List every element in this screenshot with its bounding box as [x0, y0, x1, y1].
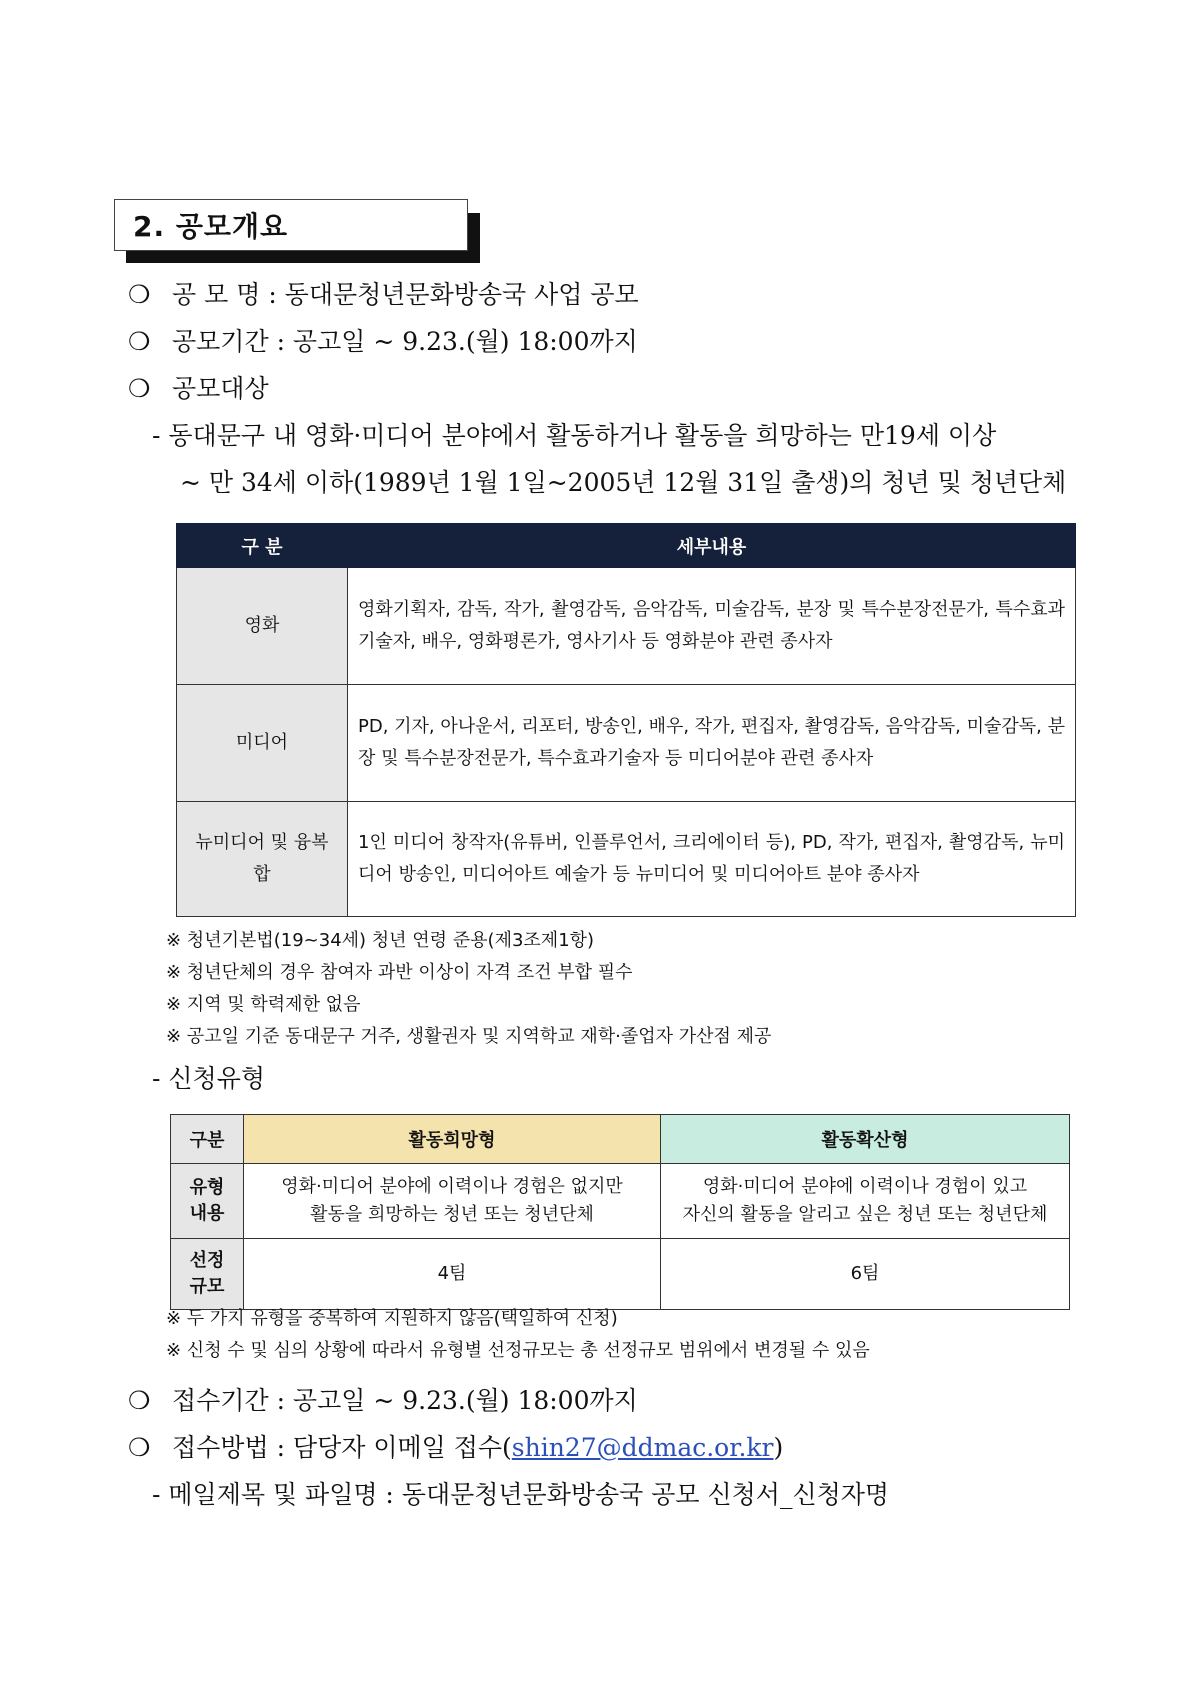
submission-period-label: 접수기간 — [172, 1386, 269, 1415]
type-table-header-category: 구분 — [171, 1115, 244, 1164]
contest-target-label: 공모대상 — [172, 374, 269, 403]
submission-method-label: 접수방법 — [172, 1433, 269, 1462]
table-row — [171, 1239, 1070, 1310]
submission-method-line — [128, 1431, 783, 1465]
note-region: ※ 지역 및 학력제한 없음 — [166, 994, 361, 1015]
hope-type-line: 활동을 희망하는 청년 또는 청년단체 — [310, 1204, 594, 1225]
note-age: ※ 청년기본법(19~34세) 청년 연령 준용(제3조제1항) — [166, 930, 595, 951]
section-title: 2. 공모개요 — [114, 199, 468, 251]
target-description-1: - 동대문구 내 영화·미디어 분야에서 활동하거나 활동을 희망하는 만19세 이상 — [152, 421, 997, 450]
email-link[interactable]: shin27@ddmac.or.kr — [511, 1433, 774, 1462]
table-row — [177, 568, 1076, 685]
contest-period-line — [128, 325, 638, 359]
circle-bullet-icon: ❍ — [128, 1386, 151, 1415]
type-table-header-spread: 활동확산형 — [661, 1115, 1070, 1164]
scale-row-label-line: 규모 — [189, 1276, 225, 1297]
hope-type-description — [244, 1164, 661, 1239]
circle-bullet-icon: ❍ — [128, 374, 151, 403]
contest-target-line — [128, 372, 269, 406]
circle-bullet-icon: ❍ — [128, 280, 151, 309]
contest-period-value: : 공고일 ~ 9.23.(월) 18:00까지 — [276, 327, 638, 356]
spread-type-description — [661, 1164, 1070, 1239]
note-scale-change: ※ 신청 수 및 심의 상황에 따라서 유형별 선정규모는 총 선정규모 범위에서 변경될 수 있음 — [166, 1340, 870, 1361]
note-duplicate: ※ 두 가지 유형을 중복하여 지원하지 않음(택일하여 신청) — [166, 1308, 618, 1329]
target-table — [176, 523, 1076, 917]
spread-type-scale: 6팀 — [661, 1239, 1070, 1310]
application-type-heading: - 신청유형 — [152, 1064, 265, 1093]
circle-bullet-icon: ❍ — [128, 1433, 151, 1462]
contest-period-label: 공모기간 — [172, 327, 269, 356]
type-table-header-hope: 활동희망형 — [244, 1115, 661, 1164]
submission-period-value: : 공고일 ~ 9.23.(월) 18:00까지 — [276, 1386, 638, 1415]
note-bonus: ※ 공고일 기준 동대문구 거주, 생활권자 및 지역학교 재학·졸업자 가산점 제공 — [166, 1026, 772, 1047]
spread-type-line: 자신의 활동을 알리고 싶은 청년 또는 청년단체 — [682, 1204, 1048, 1225]
submission-method-prefix: : 담당자 이메일 접수( — [276, 1433, 512, 1462]
submission-method-suffix: ) — [773, 1433, 784, 1462]
target-table-header-category: 구 분 — [177, 524, 348, 568]
table-row — [177, 685, 1076, 802]
table-row — [177, 802, 1076, 917]
type-row-label-line: 유형 — [189, 1177, 225, 1198]
hope-type-line: 영화·미디어 분야에 이력이나 경험은 없지만 — [281, 1176, 623, 1197]
type-row-label-line: 내용 — [189, 1203, 225, 1224]
spread-type-line: 영화·미디어 분야에 이력이나 경험이 있고 — [702, 1176, 1028, 1197]
contest-name-value: : 동대문청년문화방송국 사업 공모 — [268, 280, 639, 309]
circle-bullet-icon: ❍ — [128, 327, 151, 356]
mail-title-line: - 메일제목 및 파일명 : 동대문청년문화방송국 공모 신청서_신청자명 — [152, 1480, 890, 1509]
target-detail-cell: 영화기획자, 감독, 작가, 촬영감독, 음악감독, 미술감독, 분장 및 특수분장전문가, 특수효과기술자, 배우, 영화평론가, 영사기사 등 영화분야 관련 종사자 — [348, 568, 1076, 685]
target-table-header-detail: 세부내용 — [348, 524, 1076, 568]
scale-row-label-line: 선정 — [189, 1250, 225, 1271]
target-category-cell: 미디어 — [177, 685, 348, 802]
scale-row-label — [171, 1239, 244, 1310]
contest-name-line — [128, 278, 639, 312]
submission-period-line — [128, 1384, 638, 1418]
type-row-label — [171, 1164, 244, 1239]
target-detail-cell: PD, 기자, 아나운서, 리포터, 방송인, 배우, 작가, 편집자, 촬영감독, 음악감독, 미술감독, 분장 및 특수분장전문가, 특수효과기술자 등 미디어분야 관련 종사자 — [348, 685, 1076, 802]
table-row — [171, 1164, 1070, 1239]
target-detail-cell: 1인 미디어 창작자(유튜버, 인플루언서, 크리에이터 등), PD, 작가, 편집자, 촬영감독, 뉴미디어 방송인, 미디어아트 예술가 등 뉴미디어 및 미디어아트 분야 종사자 — [348, 802, 1076, 917]
hope-type-scale: 4팀 — [244, 1239, 661, 1310]
target-category-cell: 뉴미디어 및 융복합 — [177, 802, 348, 917]
note-group: ※ 청년단체의 경우 참여자 과반 이상이 자격 조건 부합 필수 — [166, 962, 633, 983]
type-table — [170, 1114, 1070, 1310]
contest-name-label: 공 모 명 — [172, 280, 261, 309]
target-category-cell: 영화 — [177, 568, 348, 685]
target-description-2: ~ 만 34세 이하(1989년 1월 1일~2005년 12월 31일 출생)의 청년 및 청년단체 — [180, 468, 1067, 497]
